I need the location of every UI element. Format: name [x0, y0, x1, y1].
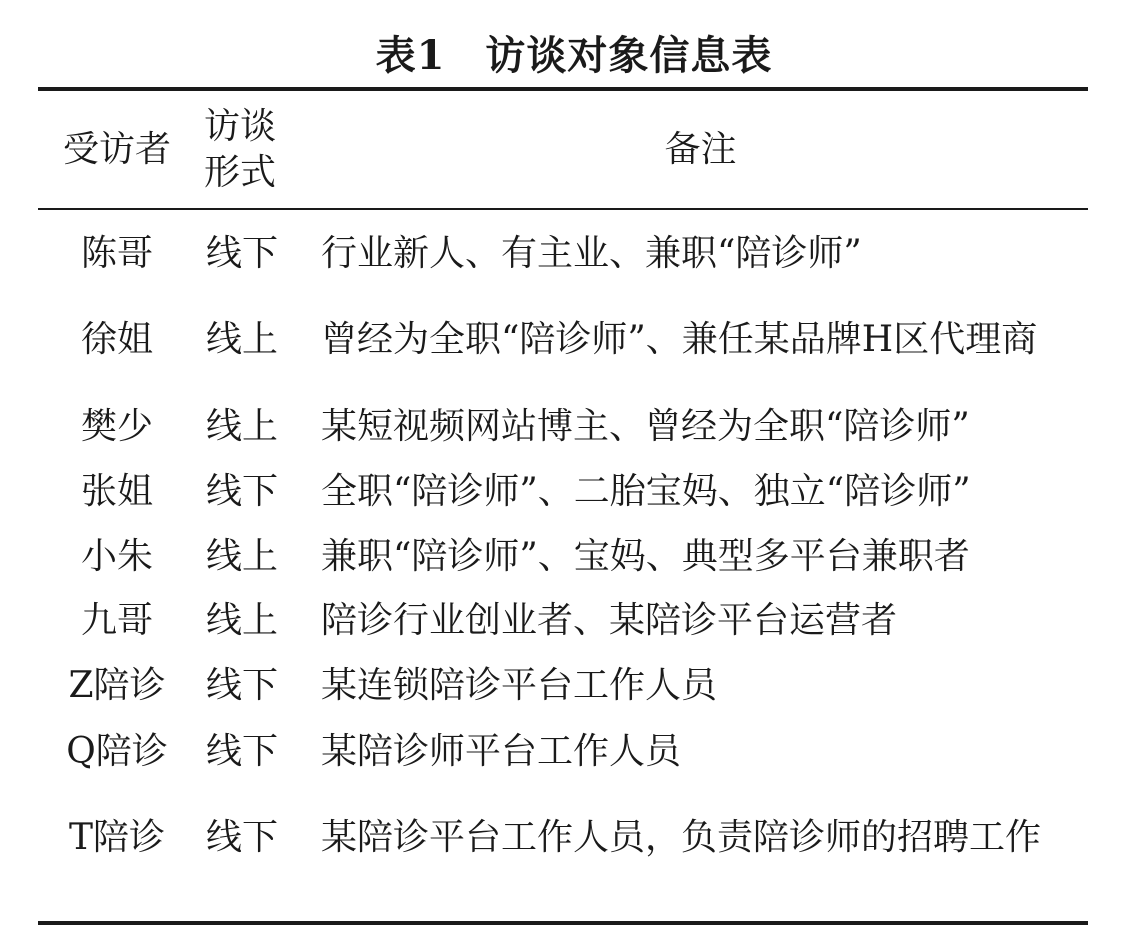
interview-form-cell: 线下 — [206, 817, 279, 858]
table-title: 访谈对象信息表 — [485, 32, 773, 79]
note-cell: 陪诊行业创业者、某陪诊平台运营者 — [321, 600, 898, 641]
table-row — [38, 394, 1088, 460]
interview-form-cell: 线上 — [206, 600, 279, 641]
header-form-line2: 形式 — [204, 151, 277, 193]
table-body — [38, 209, 1088, 892]
interviewee-name-cell: T陪诊 — [68, 817, 165, 858]
table-row — [38, 286, 1088, 394]
table-number: 表1 — [375, 32, 446, 79]
interview-form-cell: 线下 — [206, 665, 279, 706]
table-row — [38, 719, 1088, 784]
interviewee-name-cell: 樊少 — [80, 406, 153, 447]
interviewee-table — [38, 91, 1088, 892]
note-cell: 某连锁陪诊平台工作人员 — [321, 665, 718, 706]
interview-form-cell: 线下 — [206, 232, 279, 274]
spacer-row — [38, 209, 1088, 221]
interview-form-cell: 线上 — [206, 406, 279, 447]
interviewee-name-cell: 九哥 — [80, 600, 153, 641]
interviewee-name-cell: Q陪诊 — [66, 730, 168, 772]
note-cell: 曾经为全职“陪诊师”、兼任某品牌H区代理商 — [321, 319, 1038, 360]
note-cell: 兼职“陪诊师”、宝妈、典型多平台兼职者 — [321, 535, 970, 577]
table-caption — [0, 28, 1148, 84]
interview-form-cell: 线下 — [206, 730, 279, 772]
table-row — [38, 460, 1088, 524]
interviewee-name-cell: 徐姐 — [80, 319, 153, 360]
interviewee-name-cell: 张姐 — [80, 471, 153, 512]
table-row — [38, 784, 1088, 892]
table-row — [38, 524, 1088, 589]
table-row — [38, 589, 1088, 653]
bottom-rule — [38, 921, 1088, 925]
note-cell: 行业新人、有主业、兼职“陪诊师” — [321, 232, 862, 274]
note-cell: 某短视频网站博主、曾经为全职“陪诊师” — [321, 406, 970, 447]
interview-form-cell: 线上 — [206, 319, 279, 360]
table-row — [38, 221, 1088, 286]
interviewee-name-cell: Z陪诊 — [68, 665, 166, 706]
interviewee-name-cell: 小朱 — [80, 535, 153, 577]
header-interviewee: 受访者 — [62, 128, 171, 170]
header-form — [196, 91, 313, 209]
interview-form-cell: 线上 — [206, 535, 279, 577]
header-note: 备注 — [664, 128, 737, 170]
interviewee-name-cell: 陈哥 — [80, 232, 153, 274]
note-cell: 某陪诊平台工作人员，负责陪诊师的招聘工作 — [321, 817, 1042, 858]
note-cell: 某陪诊师平台工作人员 — [321, 730, 682, 772]
header-row — [38, 91, 1088, 209]
note-cell: 全职“陪诊师”、二胎宝妈、独立“陪诊师” — [321, 471, 971, 512]
header-form-line1: 访谈 — [204, 105, 277, 147]
interview-form-cell: 线下 — [206, 471, 279, 512]
table-row — [38, 653, 1088, 719]
